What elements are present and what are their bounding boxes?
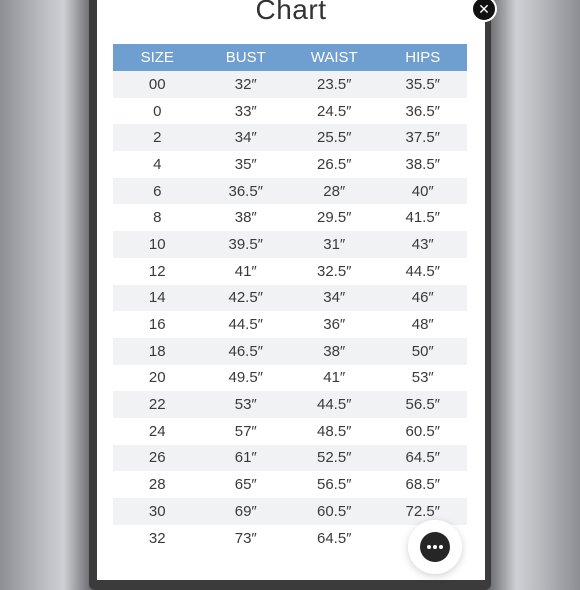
- cell-bust: 57″: [202, 418, 291, 445]
- close-icon: ✕: [478, 1, 490, 17]
- cell-size: 00: [113, 71, 202, 98]
- table-header-row: [113, 44, 467, 71]
- cell-size: 12: [113, 258, 202, 285]
- table-row: [113, 285, 467, 312]
- cell-size: 28: [113, 471, 202, 498]
- cell-bust: 38″: [202, 204, 291, 231]
- cell-waist: 28″: [290, 178, 379, 205]
- cell-bust: 42.5″: [202, 285, 291, 312]
- close-button[interactable]: [471, 0, 497, 22]
- table-body: [113, 71, 467, 551]
- cell-hips: 37.5″: [379, 124, 468, 151]
- cell-size: 18: [113, 338, 202, 365]
- cell-bust: 46.5″: [202, 338, 291, 365]
- cell-waist: 23.5″: [290, 71, 379, 98]
- cell-bust: 53″: [202, 391, 291, 418]
- cell-size: 2: [113, 124, 202, 151]
- cell-hips: 44.5″: [379, 258, 468, 285]
- cell-waist: 52.5″: [290, 445, 379, 472]
- cell-waist: 34″: [290, 285, 379, 312]
- table-row: [113, 204, 467, 231]
- header-waist: WAIST: [290, 44, 379, 71]
- cell-size: 32: [113, 525, 202, 552]
- cell-size: 10: [113, 231, 202, 258]
- table-row: [113, 178, 467, 205]
- size-table: [113, 44, 467, 551]
- table-row: [113, 498, 467, 525]
- table-row: [113, 311, 467, 338]
- cell-size: 6: [113, 178, 202, 205]
- cell-size: 8: [113, 204, 202, 231]
- table-row: [113, 231, 467, 258]
- page-title: Chart: [255, 0, 327, 25]
- table-row: [113, 445, 467, 472]
- table-row: [113, 418, 467, 445]
- cell-size: 0: [113, 98, 202, 125]
- cell-hips: 43″: [379, 231, 468, 258]
- cell-waist: 24.5″: [290, 98, 379, 125]
- cell-bust: 49.5″: [202, 365, 291, 392]
- table-row: [113, 98, 467, 125]
- cell-size: 24: [113, 418, 202, 445]
- table-row: [113, 258, 467, 285]
- cell-bust: 69″: [202, 498, 291, 525]
- cell-bust: 44.5″: [202, 311, 291, 338]
- cell-bust: 35″: [202, 151, 291, 178]
- cell-hips: 36.5″: [379, 98, 468, 125]
- cell-bust: 33″: [202, 98, 291, 125]
- cell-waist: 36″: [290, 311, 379, 338]
- cell-hips: 60.5″: [379, 418, 468, 445]
- cell-waist: 38″: [290, 338, 379, 365]
- cell-size: 4: [113, 151, 202, 178]
- cell-waist: 60.5″: [290, 498, 379, 525]
- cell-hips: 41.5″: [379, 204, 468, 231]
- cell-hips: 48″: [379, 311, 468, 338]
- cell-size: 26: [113, 445, 202, 472]
- table-row: [113, 338, 467, 365]
- cell-waist: 44.5″: [290, 391, 379, 418]
- cell-hips: 35.5″: [379, 71, 468, 98]
- cell-bust: 36.5″: [202, 178, 291, 205]
- cell-size: 22: [113, 391, 202, 418]
- cell-bust: 73″: [202, 525, 291, 552]
- cell-size: 30: [113, 498, 202, 525]
- cell-size: 14: [113, 285, 202, 312]
- cell-waist: 64.5″: [290, 525, 379, 552]
- chat-bubble-icon: [420, 532, 450, 562]
- cell-waist: 32.5″: [290, 258, 379, 285]
- cell-hips: 64.5″: [379, 445, 468, 472]
- cell-bust: 41″: [202, 258, 291, 285]
- cell-hips: 50″: [379, 338, 468, 365]
- cell-waist: 25.5″: [290, 124, 379, 151]
- cell-waist: 41″: [290, 365, 379, 392]
- cell-hips: 40″: [379, 178, 468, 205]
- cell-bust: 32″: [202, 71, 291, 98]
- cell-hips: 72.5″: [379, 498, 468, 525]
- cell-waist: 29.5″: [290, 204, 379, 231]
- header-bust: BUST: [202, 44, 291, 71]
- table-row: [113, 391, 467, 418]
- header-hips: HIPS: [379, 44, 468, 71]
- table-row: [113, 365, 467, 392]
- chat-button[interactable]: [408, 520, 462, 574]
- cell-bust: 61″: [202, 445, 291, 472]
- cell-hips: 38.5″: [379, 151, 468, 178]
- cell-waist: 56.5″: [290, 471, 379, 498]
- cell-bust: 39.5″: [202, 231, 291, 258]
- cell-bust: 34″: [202, 124, 291, 151]
- table-row: [113, 71, 467, 98]
- cell-waist: 31″: [290, 231, 379, 258]
- cell-hips: 56.5″: [379, 391, 468, 418]
- cell-hips: 53″: [379, 365, 468, 392]
- table-row: [113, 151, 467, 178]
- header-size: SIZE: [113, 44, 202, 71]
- table-row: [113, 471, 467, 498]
- cell-hips: 68.5″: [379, 471, 468, 498]
- cell-bust: 65″: [202, 471, 291, 498]
- cell-size: 20: [113, 365, 202, 392]
- cell-hips: 46″: [379, 285, 468, 312]
- cell-waist: 26.5″: [290, 151, 379, 178]
- cell-size: 16: [113, 311, 202, 338]
- cell-waist: 48.5″: [290, 418, 379, 445]
- table-row: [113, 124, 467, 151]
